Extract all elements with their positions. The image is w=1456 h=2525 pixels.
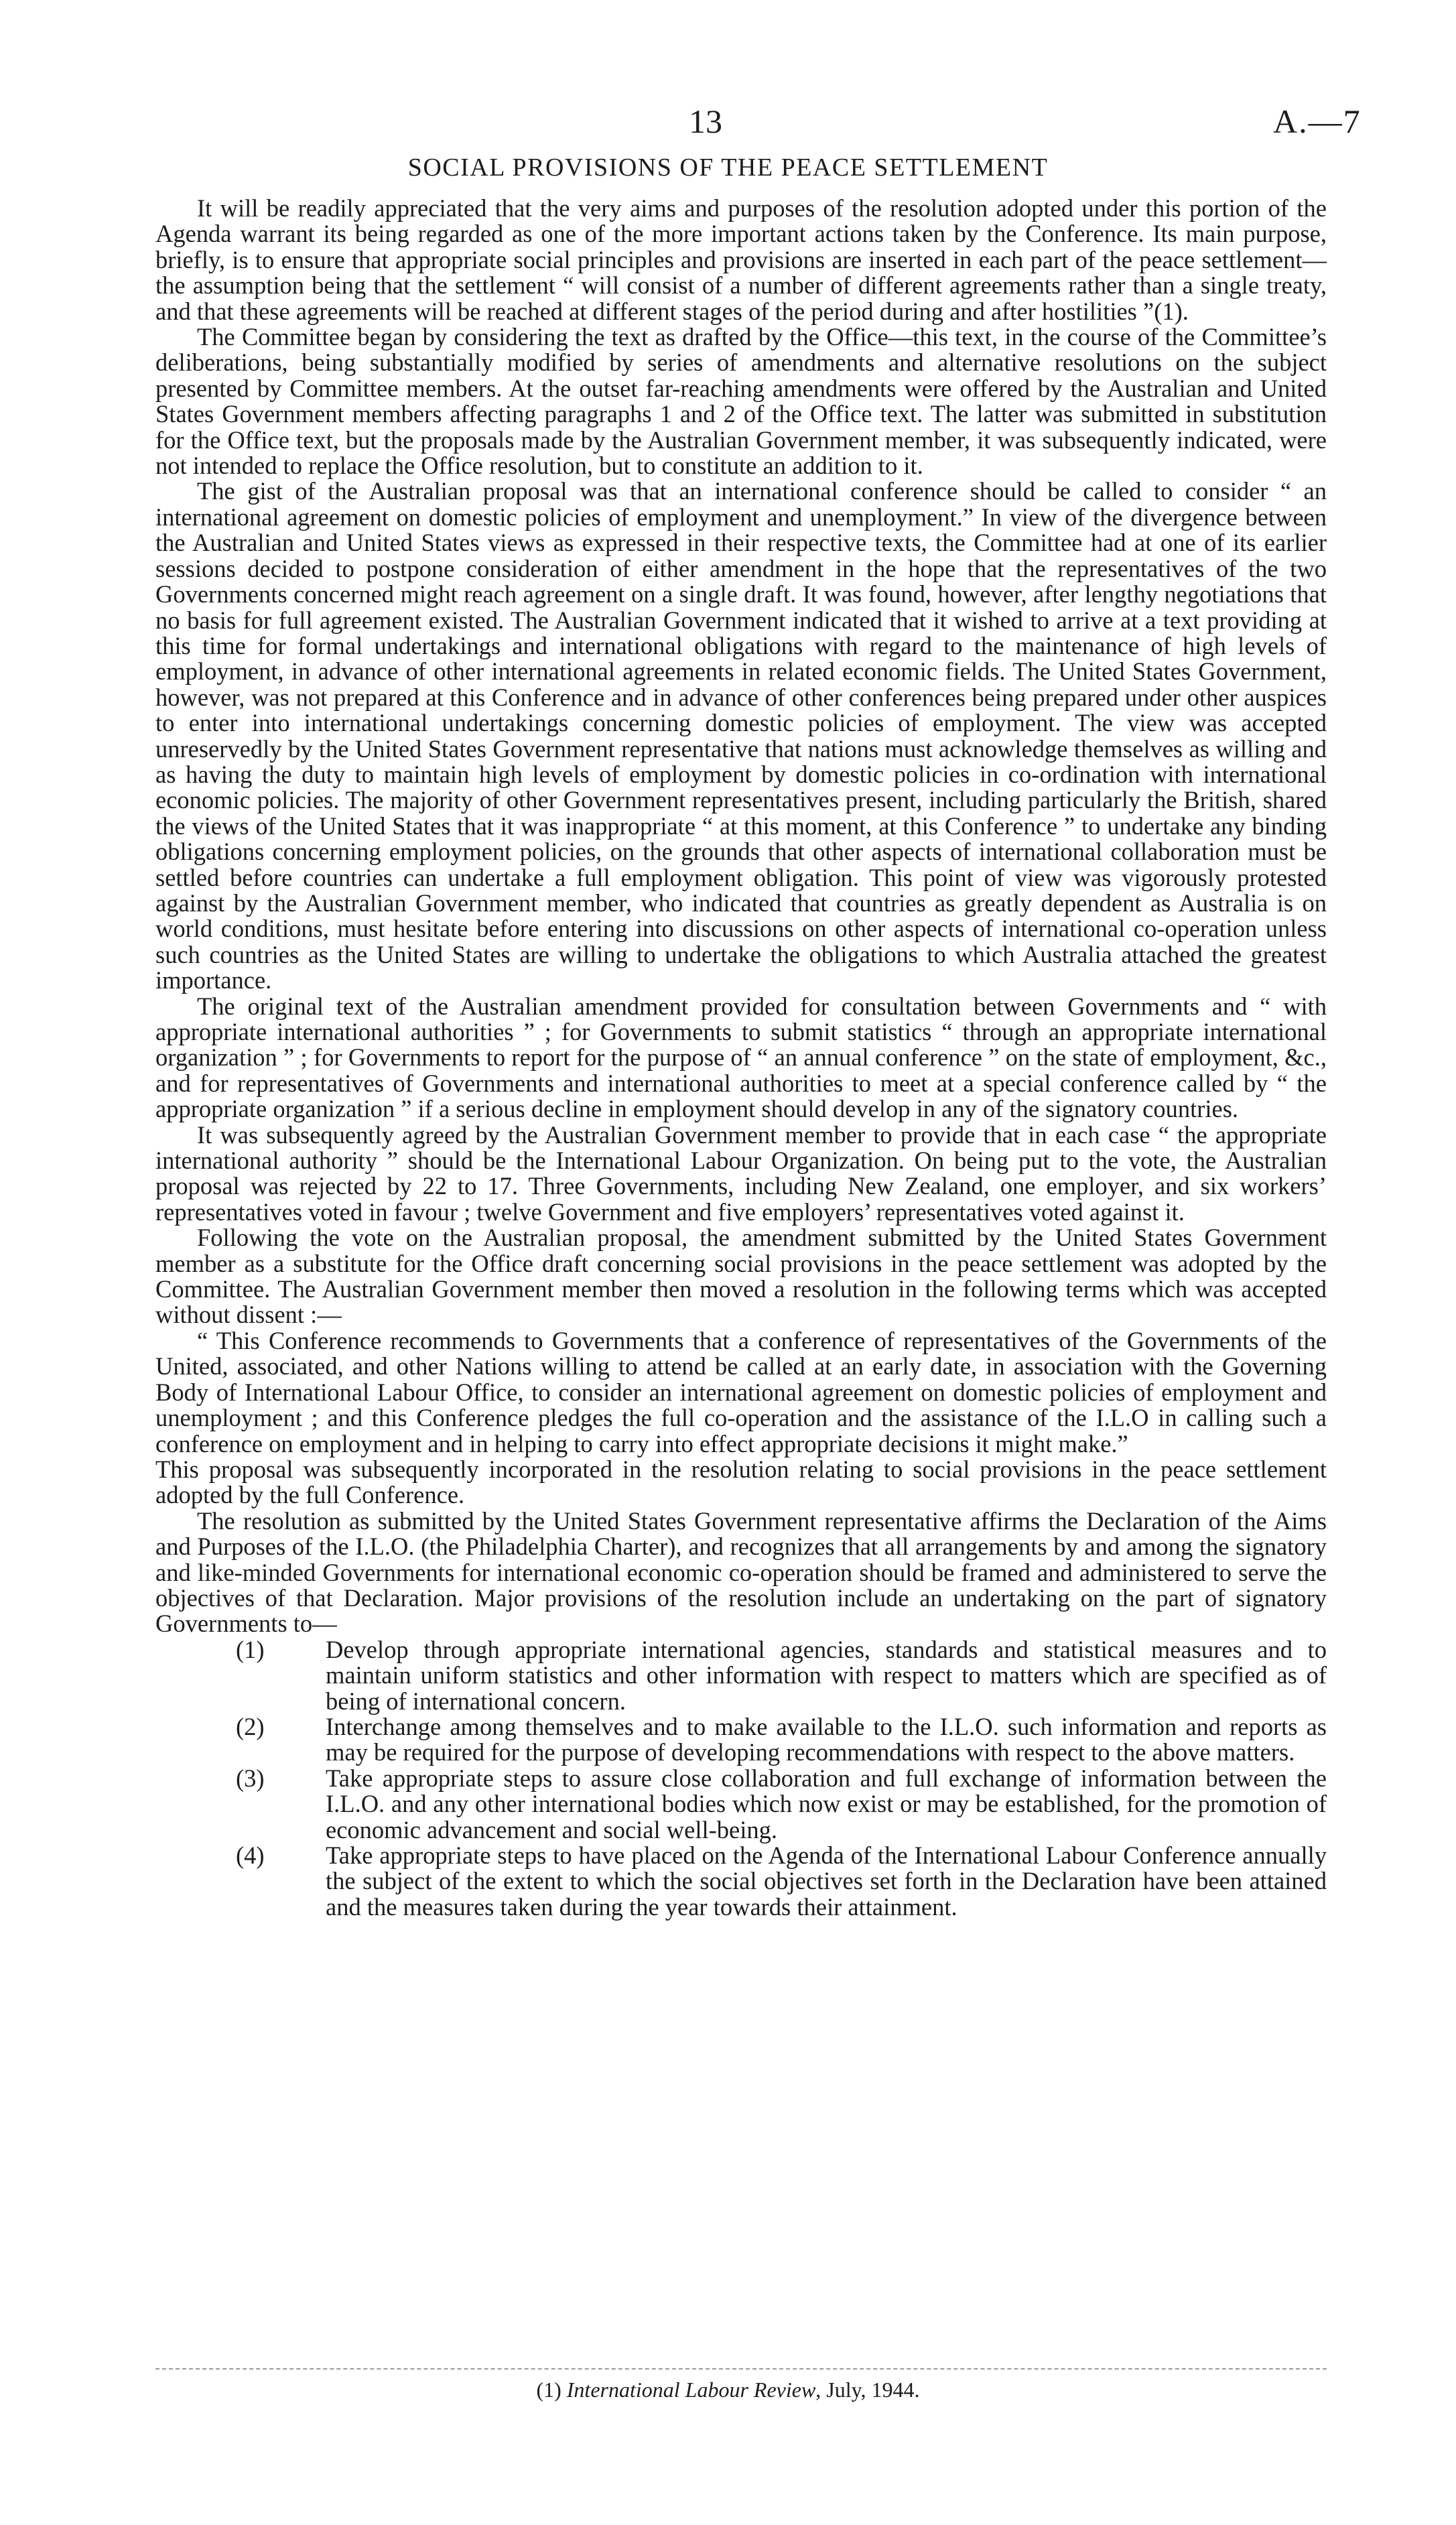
list-item-number: (1) xyxy=(236,1635,265,1663)
list-item xyxy=(155,1766,1327,1843)
list-item-text: Take appropriate steps to assure close collaboration and full exchange of information between the I.L.O. and any other international bodies which now exist or may be established, for the promotion of economic advancement and social well-being. xyxy=(326,1764,1327,1843)
provisions-list xyxy=(155,1637,1327,1920)
paragraph: Following the vote on the Australian proposal, the amendment submitted by the United States Government member as a substitute for the Office draft concerning social provisions in the peace settlement was adopted by the Committee. The Australian Government member then moved a resolution in the following terms which was accepted without dissent :— xyxy=(155,1224,1327,1329)
resolution-quote: “ This Conference recommends to Governments that a conference of representatives of the Governments of the United, associated, and other Nations willing to attend be called at an early date, in association with the Governing Body of International Labour Office, to consider an international agreement on domestic policies of employment and unemployment ; and this Conference pledges the full co-operation and the assistance of the I.L.O in calling such a conference on employment and in helping to carry into effect appropriate decisions it might make.” xyxy=(155,1326,1327,1458)
paragraph: The Committee began by considering the text as drafted by the Office—this text, in the course of the Committee’s deliberations, being substantially modified by series of amendments and alternative resolutions on the subject presented by Committee members. At the outset far-reaching amendments were offered by the Australian and United States Government members affecting paragraphs 1 and 2 of the Office text. The latter was submitted in substitution for the Office text, but the proposals made by the Australian Government member, it was subsequently indicated, were not intended to replace the Office resolution, but to constitute an addition to it. xyxy=(155,323,1327,480)
list-item-number: (4) xyxy=(236,1841,265,1869)
footnote-marker: (1) xyxy=(536,2378,561,2402)
footnote-divider xyxy=(155,2368,1327,2370)
list-item xyxy=(155,1843,1327,1920)
list-item xyxy=(155,1714,1327,1766)
paragraph: This proposal was subsequently incorporated in the resolution relating to social provisions in the peace settlement adopted by the full Conference. xyxy=(155,1455,1327,1509)
list-item-number: (3) xyxy=(236,1764,265,1792)
document-reference: A.—7 xyxy=(1273,103,1362,140)
section-title: SOCIAL PROVISIONS OF THE PEACE SETTLEMENT xyxy=(407,153,1049,182)
paragraph: The resolution as submitted by the United States Government representative affirms the Declaration of the Aims and Purposes of the I.L.O. (the Philadelphia Charter), and recognizes that all arrangements by and among the signatory and like-minded Governments for international economic co-operation should be framed and administered to serve the objectives of that Declaration. Major provisions of the resolution include an undertaking on the part of signatory Governments to— xyxy=(155,1506,1327,1638)
body-text xyxy=(155,196,1327,1920)
paragraph: The original text of the Australian amendment provided for consultation between Governments and “ with appropriate international authorities ” ; for Governments to submit statistics “ through an appropriate international organization ” ; for Governments to report for the purpose of “ an annual conference ” on the state of employment, &c., and for representatives of Governments and international authorities to meet at a special conference called by “ the appropriate organization ” if a serious decline in employment should develop in any of the signatory countries. xyxy=(155,992,1327,1123)
list-item-number: (2) xyxy=(236,1712,265,1740)
page-number: 13 xyxy=(689,103,722,140)
footnote xyxy=(0,2378,1456,2402)
list-item-text: Develop through appropriate international agencies, standards and statistical measures and to maintain uniform statistics and other information with respect to matters which are specified as of being of international concern. xyxy=(326,1635,1327,1715)
list-item-text: Take appropriate steps to have placed on the Agenda of the International Labour Conference annually the subject of the extent to which the social objectives set forth in the Declaration have been attained and the measures taken during the year towards their attainment. xyxy=(326,1841,1327,1921)
footnote-date: , July, 1944. xyxy=(815,2378,920,2402)
list-item xyxy=(155,1637,1327,1714)
paragraph: It will be readily appreciated that the very aims and purposes of the resolution adopted under this portion of the Agenda warrant its being regarded as one of the more important actions taken by the Conference. Its main purpose, briefly, is to ensure that appropriate social principles and provisions are inserted in each part of the peace settlement—the assumption being that the settlement “ will consist of a number of different agreements rather than a single treaty, and that these agreements will be reached at different stages of the period during and after hostilities ”(1). xyxy=(155,194,1327,325)
list-item-text: Interchange among themselves and to make available to the I.L.O. such information and reports as may be required for the purpose of developing recommendations with respect to the above matters. xyxy=(326,1712,1327,1766)
paragraph: The gist of the Australian proposal was that an international conference should be called to consider “ an international agreement on domestic policies of employment and unemployment.” In view of the divergence between the Australian and United States views as expressed in their respective texts, the Committee had at one of its earlier sessions decided to postpone consideration of either amendment in the hope that the representatives of the two Governments concerned might reach agreement on a single draft. It was found, however, after lengthy negotiations that no basis for full agreement existed. The Australian Government indicated that it wished to arrive at a text providing at this time for formal undertakings and international obligations with regard to the maintenance of high levels of employment, in advance of other international agreements in related economic fields. The United States Government, however, was not prepared at this Conference and in advance of other conferences being prepared under other auspices to enter into international undertakings concerning domestic policies of employment. The view was accepted unreservedly by the United States Government representative that nations must acknowledge themselves as willing and as having the duty to maintain high levels of employment by domestic policies in co-ordination with international economic policies. The majority of other Government representatives present, including particularly the British, shared the views of the United States that it was inappropriate “ at this moment, at this Conference ” to undertake any binding obligations concerning employment policies, on the grounds that other aspects of international collaboration must be settled before countries can undertake a full employment obligation. This point of view was vigorously protested against by the Australian Government member, who indicated that countries as greatly dependent as Australia is on world conditions, must hesitate before entering into discussions on other aspects of international co-operation unless such countries as the United States are willing to undertake the obligations to which Australia attached the greatest importance. xyxy=(155,477,1327,994)
footnote-source: International Labour Review xyxy=(566,2378,816,2402)
paragraph: It was subsequently agreed by the Australian Government member to provide that in each case “ the appropriate international authority ” should be the International Labour Organization. On being put to the vote, the Australian proposal was rejected by 22 to 17. Three Governments, including New Zealand, one employer, and six workers’ representatives voted in favour ; twelve Government and five employers’ representatives voted against it. xyxy=(155,1120,1327,1226)
